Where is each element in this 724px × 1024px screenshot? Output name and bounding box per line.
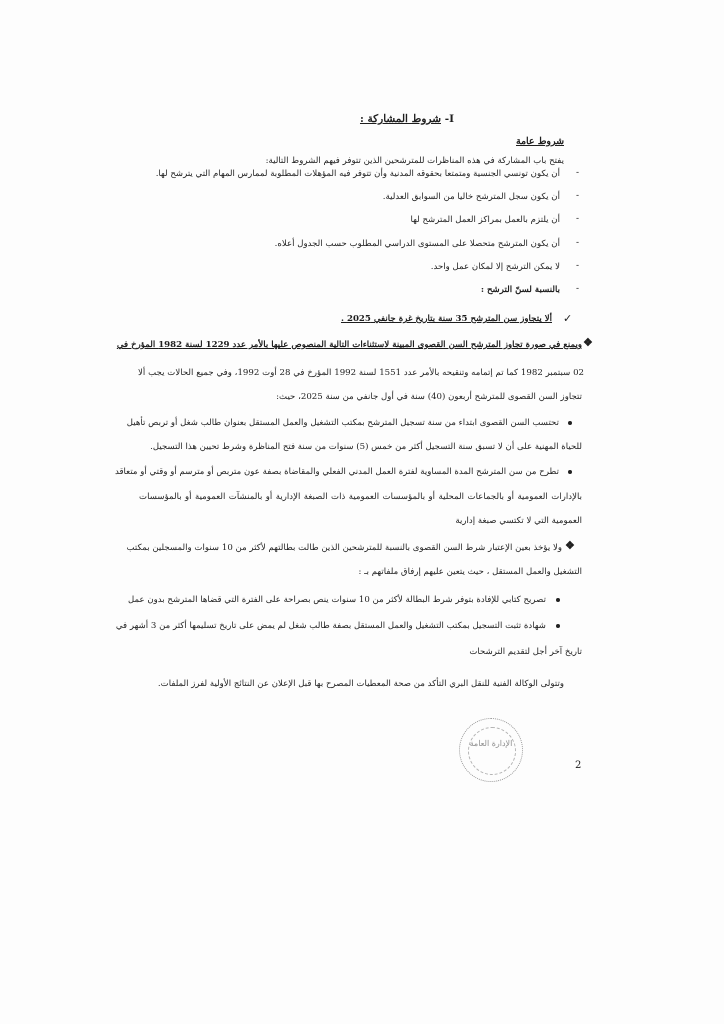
condition-single-location: لا يمكن الترشح إلا لمكان عمل واحد. [430,262,560,272]
list-dash: - [576,191,580,201]
condition-criminal-record: أن يكون سجل المترشح خاليا من السوابق العدلية. [382,192,560,202]
age-limit-text: ألا يتجاوز سن المترشح 35 سنة بتاريخ غرة جانفي 2025 . [340,314,552,324]
exception-line-3: تتجاوز السن القصوى للمترشح أربعون (40) سنة في أول جانفي من سنة 2025، حيث: [276,392,582,402]
list-dash: - [576,214,580,224]
exception-line-2: 02 سبتمبر 1982 كما تم إتمامه وتنقيحه بالأمر عدد 1551 لسنة 1992 المؤرخ في 28 أوت 1992، وفي جميع الحالات يجب ألا [138,368,585,378]
bullet-dot [556,624,560,628]
section-title-text: شروط المشاركة : [359,113,441,125]
bullet-dot [568,470,572,474]
registration-certificate-line-2: تاريخ آخر أجل لتقديم الترشحات [469,647,582,657]
age-calculation-line-1: تحتسب السن القصوى ابتداء من سنة تسجيل المترشح بمكتب التشغيل والعمل المستقل بعنوان طالب شغل أو تربص تأهيل [126,418,559,428]
unemployed-line-1: ولا يؤخذ بعين الإعتبار شرط السن القصوى بالنسبة للمترشحين الذين طالت بطالتهم لأكثر من 10 سنوات والمسجلين بمكتب [126,543,562,553]
bullet-dot [568,421,572,425]
registration-certificate-line-1: شهادة تثبت التسجيل بمكتب التشغيل والعمل المستقل بصفة طالب شغل لم يمض على تاريخ تسليمها أكثر من 3 أشهر في [115,621,546,631]
list-dash: - [576,168,580,178]
general-conditions-heading: شروط عامة [516,136,564,147]
condition-nationality: أن يكون تونسي الجنسية ومتمتعا بحقوقه المدنية وأن تتوفر فيه المؤهلات المطلوبة لممارس المهام التي يترشح لها. [155,169,560,179]
service-deduction-line-1: تطرح من سن المترشح المدة المساوية لفترة العمل المدني الفعلي والمقاضاة بصفة عون متربص أو مترسم أو وقتي أو متعاقد [114,467,559,477]
service-deduction-line-3: العمومية التي لا تكتسي صبغة إدارية [455,516,582,526]
condition-work-center: أن يلتزم بالعمل بمراكز العمل المترشح لها [410,215,560,225]
service-deduction-line-2: بالإدارات العمومية أو بالجماعات المحلية أو بالمؤسسات العمومية ذات الصبغة الإدارية أو بالمنشآت العمومية أو بالمؤسسات [139,492,582,502]
list-dash: - [576,261,580,271]
section-number: I- [444,113,454,125]
list-dash: - [576,238,580,248]
condition-age-heading: بالنسبة لسنّ الترشح : [480,285,560,295]
list-dash: - [576,284,580,294]
diamond-bullet-icon: ❖ [583,336,593,349]
section-title [360,113,441,125]
written-declaration: تصريح كتابي للإفادة بتوفر شرط البطالة لأكثر من 10 سنوات ينص بصراحة على الفترة التي قضاها المترشح بدون عمل [128,595,546,605]
exception-line-1: ويمنع في صورة تجاوز المترشح السن القصوى المبينة لاستثناءات التالية المنصوص عليها بالأمر عدد 1229 لسنة 1982 المؤرخ في [116,340,582,350]
closing-paragraph: وتتولى الوكالة الفنية للنقل البري التأكد من صحة المعطيات المصرح بها قبل الإعلان عن النتائج الأولية لفرز الملفات. [157,679,564,689]
check-mark-icon: ✓ [563,312,573,325]
stamp-inner-ring [468,727,516,775]
unemployed-line-2: التشغيل والعمل المستقل ، حيث يتعين عليهم إرفاق ملفاتهم بـ : [358,567,582,577]
age-calculation-line-2: للحياة المهنية على أن لا تسبق سنة التسجيل أكثر من خمس (5) سنوات من سنة فتح المناظرة وشرط تحيين هذا التسجيل. [150,442,582,452]
bullet-dot [556,598,560,602]
intro-paragraph: يفتح باب المشاركة في هذه المناظرات للمترشحين الذين تتوفر فيهم الشروط التالية: [265,156,564,166]
diamond-bullet-icon: ❖ [565,539,575,552]
page-number: 2 [575,760,582,771]
stamp-text: الإدارة العامة [469,739,513,748]
official-stamp [459,718,523,782]
condition-education: أن يكون المترشح متحصلا على المستوى الدراسي المطلوب حسب الجدول أعلاه. [274,239,560,249]
